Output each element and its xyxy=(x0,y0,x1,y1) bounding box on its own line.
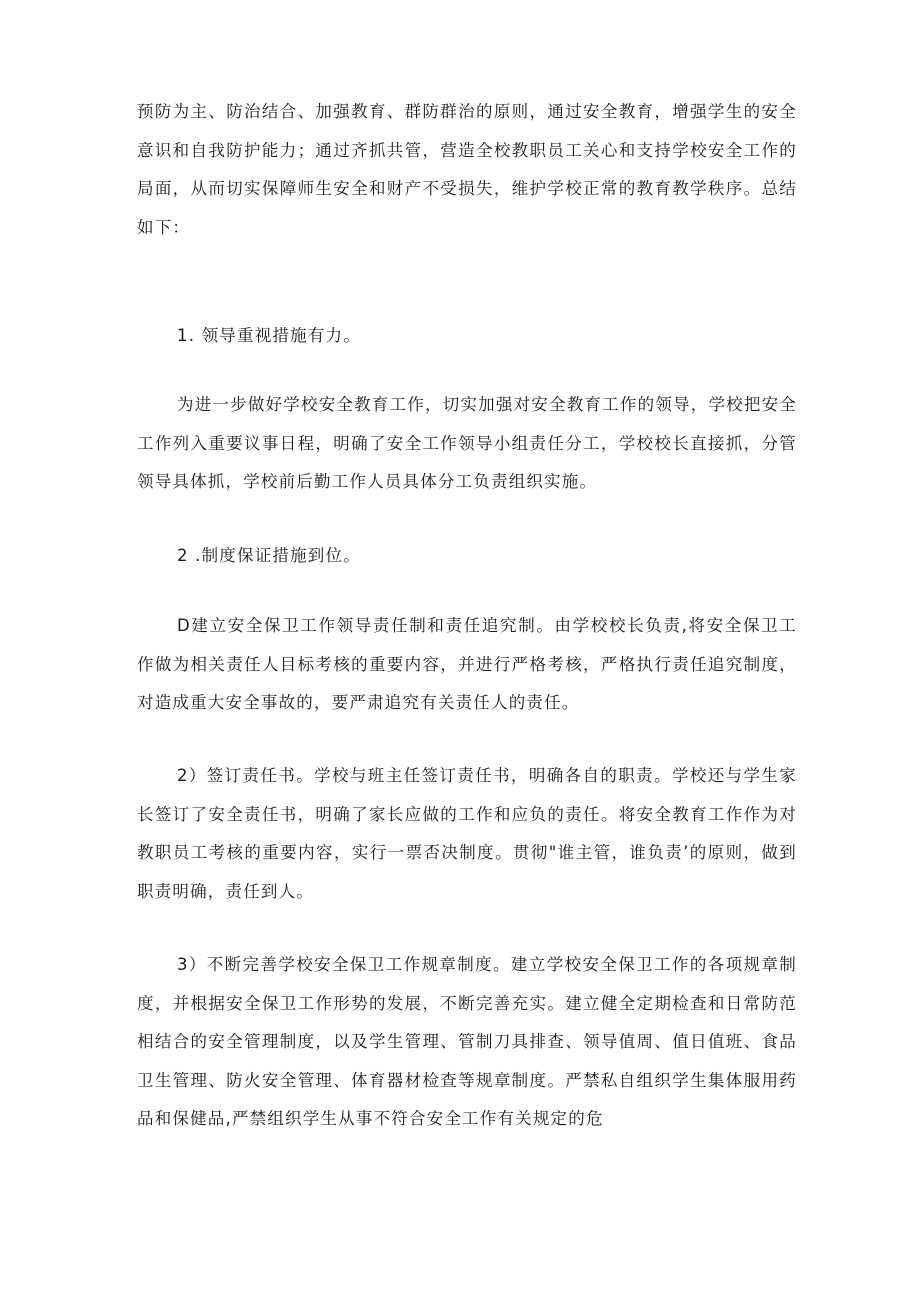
paragraph-responsibility-system: D建立安全保卫工作领导责任制和责任追究制。由学校校长负责,将安全保卫工作做为相关责任人目标考核的重要内容，并进行严格考核，严格执行责任追究制度，对造成重大安全事故的，要严肃追究有关责任人的责任。 xyxy=(137,616,797,712)
paragraph-regulations: 3）不断完善学校安全保卫工作规章制度。建立学校安全保卫工作的各项规章制度，并根据安全保卫工作形势的发展，不断完善充实。建立健全定期检查和日常防范相结合的安全管理制度，以及学生管理、管制刀具排查、领导值周、值日值班、食品卫生管理、防火安全管理、体育器材检查等规章制度。严禁私自组织学生集体服用药品和保健品,严禁组织学生从事不符合安全工作有关规定的危 xyxy=(137,955,797,1128)
paragraph-leadership: 为进一步做好学校安全教育工作，切实加强对安全教育工作的领导，学校把安全工作列入重要议事日程，明确了安全工作领导小组责任分工，学校校长直接抓，分管领导具体抓，学校前后勤工作人员具体分工负责组织实施。 xyxy=(137,395,797,491)
paragraph-responsibility-letter: 2）签订责任书。学校与班主任签订责任书，明确各自的职责。学校还与学生家长签订了安全责任书，明确了家长应做的工作和应负的责任。将安全教育工作作为对教职员工考核的重要内容，实行一票否决制度。贯彻"谁主管，谁负责’的原则，做到职责明确，责任到人。 xyxy=(137,766,797,901)
section-heading-2: 2 .制度保证措施到位。 xyxy=(177,546,361,565)
paragraph-intro: 预防为主、防治结合、加强教育、群防群治的原则，通过安全教育，增强学生的安全意识和自我防护能力；通过齐抓共管，营造全校教职员工关心和支持学校安全工作的局面，从而切实保障师生安全和财产不受损失，维护学校正常的教育教学秩序。总结如下： xyxy=(137,102,797,237)
section-heading-1: 1. 领导重视措施有力。 xyxy=(177,326,361,345)
